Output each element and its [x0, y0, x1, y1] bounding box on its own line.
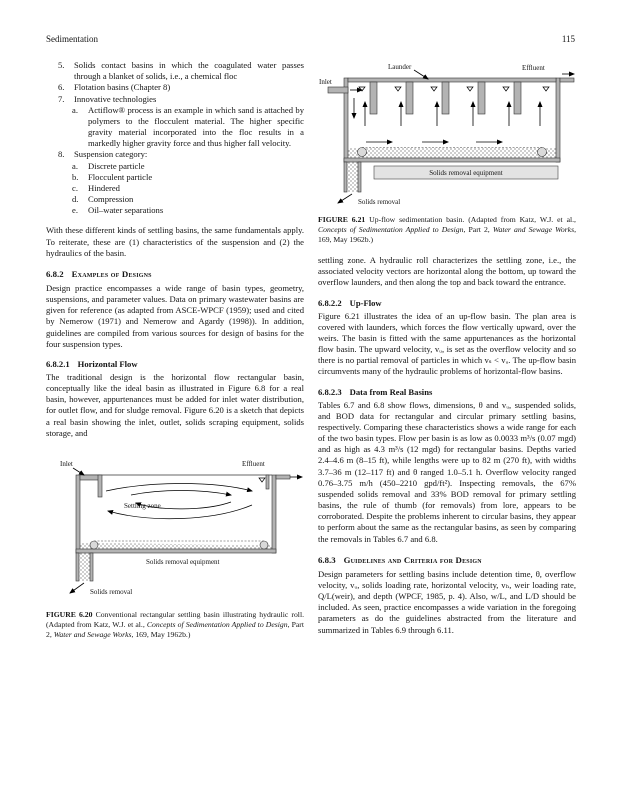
list-subitem — [72, 194, 304, 205]
list-text: Discrete particle — [88, 160, 145, 171]
effluent-label: Effluent — [522, 64, 545, 72]
water-level-icon — [259, 478, 265, 482]
section-title: Data from Real Basins — [349, 386, 433, 397]
section-title: Horizontal Flow — [77, 358, 138, 369]
basin-floor — [76, 549, 276, 553]
scraper-sprocket — [90, 541, 98, 549]
running-header — [46, 34, 575, 44]
top-channel — [348, 78, 556, 82]
launder — [442, 82, 449, 114]
figure-6-20 — [46, 455, 304, 640]
list-text: Hindered — [88, 182, 120, 193]
list-number: 7. — [58, 93, 65, 104]
section-number: 6.8.2.3 — [318, 386, 342, 397]
section-heading-683 — [318, 555, 576, 565]
hopper-wall — [76, 553, 79, 581]
roll-arrow — [131, 490, 231, 495]
list-text: Actiflow® process is an example in which sand is attached by polymers to the flocculent material. The higher specific gravity material incorporated into the floc results in a markedly higher gravity force and thus higher fall velocity. — [88, 104, 304, 149]
section-heading-6822 — [318, 298, 576, 308]
paragraph-examples-of-designs: Design practice encompasses a wide range of basin types, geometry, suspensions, and parameter values. Data on primary wastewater basins are given for reference (as adapted from ASCE-WPCF (1959); used and cited by Nemerow (1971) and Nemerow and Agardy (1998)). In addition, guidelines are compiled from various sources for design of basins for the four suspension types. — [46, 282, 304, 349]
solids-removal-label: Solids removal — [90, 587, 133, 596]
roll-arrow — [106, 483, 252, 491]
scraper-sprocket — [358, 148, 367, 157]
right-column — [318, 60, 576, 648]
right-wall — [556, 78, 560, 162]
list-number: 6. — [58, 82, 65, 93]
list-text: Innovative technologies — [74, 93, 157, 104]
solids-removal-arrow-icon — [70, 583, 84, 593]
section-number: 6.8.2.2 — [318, 297, 342, 308]
list-subitem — [72, 183, 304, 194]
paragraph-settling-zone-continuation: settling zone. A hydraulic roll characterizes the settling zone, i.e., the associated velocity vectors are horizontal along the bottom, up toward the overflow launders, and then along the top and back toward the entrance. — [318, 255, 576, 288]
list-item — [58, 94, 304, 105]
paragraph-up-flow: Figure 6.21 illustrates the idea of an up-flow basin. The plan area is covered with launders, which forces the flow vertically upward, over the weirs. The basin is fitted with the same appurtenances as the horizontal flow basin. The upward velocity, vᵤ, is set as the overflow velocity and so there is no partial removal of particles in which vₛ < vᵤ. The up-flow basin circumvents many of the hydraulic problems of horizontal-flow basins. — [318, 310, 576, 377]
figure-tag: FIGURE 6.21 — [318, 215, 366, 224]
list-letter: a. — [72, 104, 78, 115]
left-wall — [76, 475, 80, 553]
list-text: Compression — [88, 194, 134, 205]
list-number: 8. — [58, 149, 65, 160]
left-column — [46, 60, 304, 648]
right-wall — [272, 475, 276, 553]
paragraph-guidelines: Design parameters for settling basins include detention time, θ, overflow velocity, vᵤ, solids loading rate, horizontal velocity, vₕ, weir loading rate, Q/L(weir), and depth (WPCF, 1985, p. 4). Also, w/L, and L/D should be included. As seen, practice encompasses a wide variation in the foregoing parameters as do the guidelines abstracted from the literature and summarized in Tables 6.9 through 6.11. — [318, 568, 576, 635]
effluent-label: Effluent — [242, 459, 265, 468]
section-number: 6.8.2.1 — [46, 358, 70, 369]
list-subitem — [72, 105, 304, 150]
launder — [478, 82, 485, 114]
water-level-icon — [467, 87, 473, 91]
solids-removal-equipment-label: Solids removal equipment — [429, 169, 503, 177]
hopper-sludge — [347, 162, 358, 192]
basin-floor — [344, 158, 560, 162]
list-text: Flotation basins (Chapter 8) — [74, 82, 171, 93]
launders — [370, 82, 521, 114]
list-item — [58, 82, 304, 93]
paragraph-data-from-real-basins: Tables 6.7 and 6.8 show flows, dimensions, θ and vᵤ, suspended solids, and BOD data for rectangular and circular primary settling basins, respectively. Comparing these characteristics shows a wide range for each of the two basin types. Flow per basin is as low as 0.0033 m³/s (0.07 mgd) and as high as 4.3 m³/s (12 mgd) for rectangular basins. Depths varied 2.4–4.6 m (8–15 ft), while lengths were up to 82 m (270 ft), with widths 3.7–36 m (12–117 ft) and θ ranged 1.0–5.1 h. Overflow velocity ranged 0.76–3.75 m/h (450–2210 gpd/ft²). Inspecting removals, the 67% suspended solids removal and 33% BOD removal for primary settling basins, the rule of thumb (for removals) from lore, appears to be corroborated. Despite the problems inherent to circular basins, they appear to perform about the same as the rectangular basins, as seen by comparing the removals in Tables 6.7 and 6.8. — [318, 399, 576, 544]
sludge-layer — [348, 148, 556, 158]
section-title: Guidelines and Criteria for Design — [343, 554, 482, 565]
water-level-icon — [543, 87, 549, 91]
launder-pointer-arrow-icon — [414, 70, 428, 79]
figure-6-21-caption: FIGURE 6.21 Up-flow sedimentation basin. (Adapted from Katz, W.J. et al., Concepts of Sedimentation Applied to Design, Part 2, Water and Sewage Works, 169, May 1962b.) — [318, 215, 576, 244]
list-text: Flocculent particle — [88, 171, 153, 182]
figure-6-20-diagram — [46, 455, 304, 605]
section-number: 6.8.2 — [46, 268, 64, 279]
list-item — [58, 60, 304, 82]
outlet-weir — [266, 475, 269, 489]
solids-removal-label: Solids removal — [358, 198, 401, 206]
figure-6-20-caption: FIGURE 6.20 Conventional rectangular settling basin illustrating hydraulic roll. (Adapted from Katz, W.J. et al., Concepts of Sedimentation Applied to Design, Part 2, Water and Sewage Works, 169, May 1962b.) — [46, 609, 305, 639]
list-text: Oil–water separations — [88, 205, 164, 216]
figure-6-21-diagram — [318, 60, 576, 210]
hopper-sludge — [79, 553, 90, 581]
solids-removal-equipment-label: Solids removal equipment — [146, 557, 220, 566]
section-heading-6823 — [318, 387, 576, 397]
paragraph-horizontal-flow: The traditional design is the horizontal flow rectangular basin, conceptually like the ideal basin as illustrated in Figure 6.8 for a real basin, however, appurtenances must be added for inlet water distribution, for outlet flow, and for sludge removal. Figure 6.20 is a sketch that depicts a real basin showing the inlet, outlet, solids scraping equipment, solids storage, and — [46, 371, 304, 438]
section-title: Examples of Designs — [71, 268, 152, 279]
inlet-pipe — [80, 475, 100, 480]
paragraph-fundamentals: With these different kinds of settling basins, the same fundamentals apply. To reiterate, these are (1) characteristics of the suspension and (2) the hydraulics of the basin. — [46, 225, 304, 258]
water-level-icon — [431, 87, 437, 91]
inlet-label: Inlet — [60, 459, 73, 468]
list-letter: a. — [72, 160, 78, 171]
list-number: 5. — [58, 60, 65, 70]
launder-label: Launder — [388, 63, 412, 71]
two-column-layout — [46, 60, 575, 648]
inlet-arrow-icon — [73, 468, 84, 475]
scraper-sprocket — [538, 148, 547, 157]
hopper-wall — [344, 162, 347, 192]
effluent-channel — [276, 475, 290, 479]
water-level-icon — [359, 87, 365, 91]
list-text: Solids contact basins in which the coagulated water passes through a blanket of solids, i.e., a chemical floc — [74, 60, 304, 82]
launder — [514, 82, 521, 114]
hopper-wall — [90, 553, 93, 581]
launder — [370, 82, 377, 114]
water-level-icon — [503, 87, 509, 91]
figure-tag: FIGURE 6.20 — [46, 609, 93, 619]
list-subitem — [72, 172, 304, 183]
list-letter: c. — [72, 182, 78, 193]
launder — [406, 82, 413, 114]
list-letter: d. — [72, 194, 79, 205]
solids-removal-arrow-icon — [338, 194, 352, 203]
section-title: Up-Flow — [349, 297, 382, 308]
list-subitem — [72, 205, 304, 216]
page-number: 115 — [561, 34, 575, 44]
list-item — [58, 149, 304, 160]
inlet-label: Inlet — [319, 78, 332, 86]
chapter-title: Sedimentation — [46, 34, 98, 44]
sludge-layer — [80, 543, 272, 549]
figure-6-21 — [318, 60, 576, 245]
basin-type-list — [46, 60, 304, 216]
list-letter: b. — [72, 171, 79, 182]
section-heading-6821 — [46, 359, 304, 369]
water-level-icon — [395, 87, 401, 91]
settling-zone-label: Settling zone — [124, 501, 161, 510]
section-heading-682 — [46, 269, 304, 279]
list-text: Suspension category: — [74, 149, 148, 160]
effluent-channel — [560, 78, 574, 82]
hopper-wall — [358, 162, 361, 192]
list-letter: e. — [72, 205, 78, 216]
inlet-baffle — [98, 475, 102, 497]
inlet-pipe — [328, 87, 348, 93]
list-subitem — [72, 161, 304, 172]
scraper-sprocket — [260, 541, 268, 549]
section-number: 6.8.3 — [318, 554, 336, 565]
